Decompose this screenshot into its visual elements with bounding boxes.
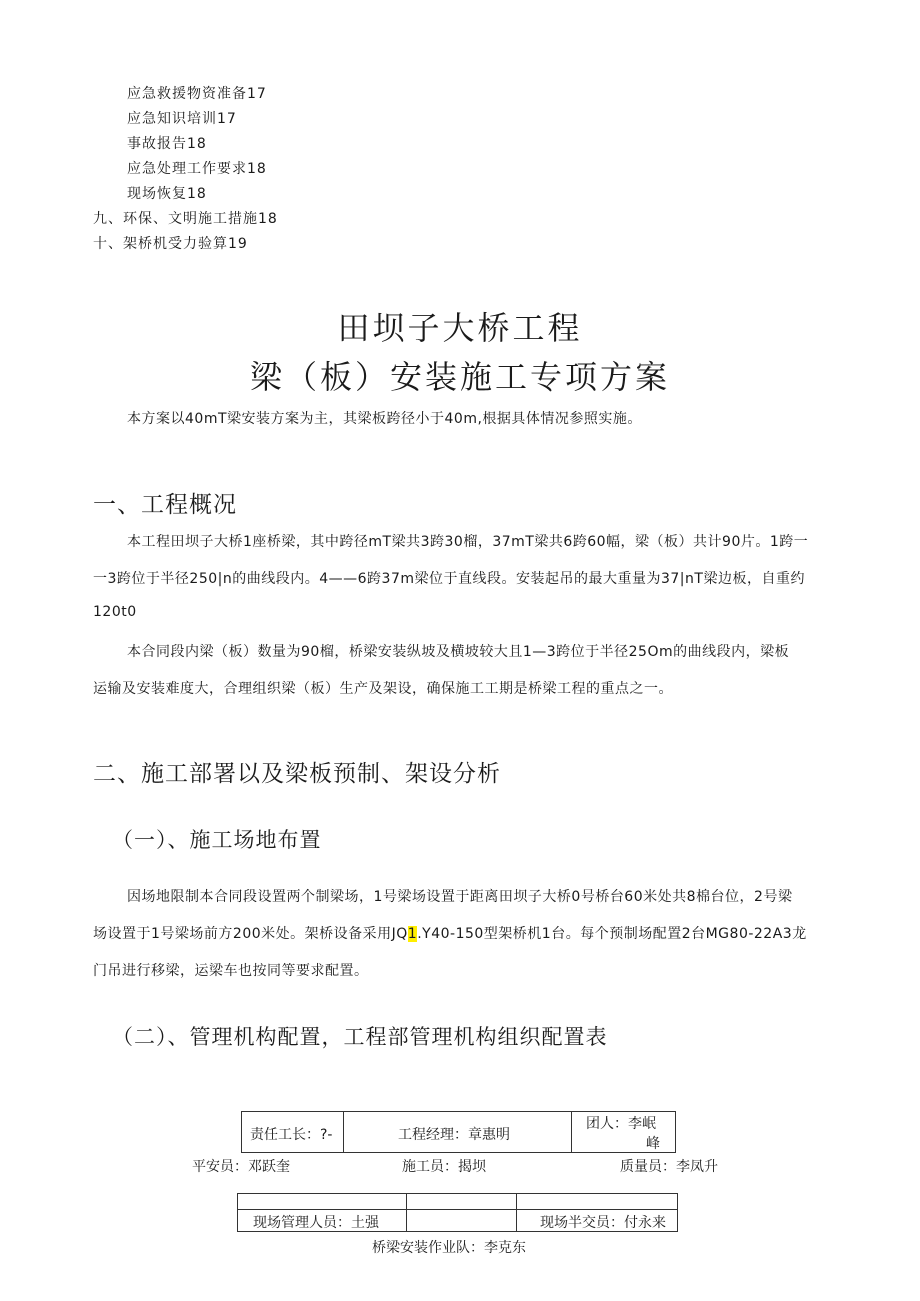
intro-text: 本方案以40mT梁安装方案为主，其梁板跨径小于40m,根据具体情况参照实施。 (127, 411, 642, 427)
org-project-manager: 工程经理：章惠明 (398, 1127, 510, 1143)
toc-item: 现场恢复18 (127, 186, 207, 202)
subsection2-heading: （二）、管理机构配置，工程部管理机构组织配置表 (112, 1025, 608, 1049)
document-title-line1: 田坝子大桥工程 (337, 309, 583, 347)
highlighted-text: 1 (407, 926, 418, 942)
org-safety-officer: 平安员：邓跃奎 (192, 1159, 290, 1175)
subsection1-line2-post: .Y40-150型架桥机1台。每个预制场配置2台MG80-22A3龙 (417, 926, 807, 942)
document-title-line2: 梁（板）安装施工专项方案 (249, 358, 670, 396)
org-divider (516, 1193, 517, 1232)
org-team-member-cont: 峰 (646, 1136, 660, 1152)
org-divider (343, 1111, 344, 1153)
org-responsible-foreman: 责任工长：?- (250, 1127, 333, 1143)
toc-item: 十、架桥机受力验算19 (93, 236, 248, 252)
section1-heading: 一、工程概况 (93, 492, 237, 518)
org-installation-team: 桥梁安装作业队：李克东 (372, 1240, 526, 1256)
org-row-divider (237, 1209, 678, 1210)
subsection1-line1: 因场地限制本合同段设置两个制梁场，1号梁场设置于距离田坝子大桥0号桥台60米处共8棉台位，2号梁 (127, 889, 793, 905)
toc-item: 应急知识培训17 (127, 111, 237, 127)
section2-heading: 二、施工部署以及梁板预制、架设分析 (93, 761, 501, 787)
toc-item: 九、环保、文明施工措施18 (93, 211, 278, 227)
subsection1-heading: （一）、施工场地布置 (112, 828, 322, 852)
org-site-manager: 现场管理人员：土强 (253, 1215, 379, 1231)
toc-item: 事故报告18 (127, 136, 207, 152)
org-site-handover: 现场半交员：付永来 (540, 1215, 666, 1231)
subsection1-line2 (93, 923, 807, 943)
section1-p1-line3: 120t0 (93, 604, 137, 620)
subsection1-line2-pre: 场设置于1号梁场前方200米处。架桥设备采用JQ (93, 926, 408, 942)
org-divider (571, 1111, 572, 1153)
section1-p1-line1: 本工程田坝子大桥1座桥梁，其中跨径mT梁共3跨30榴，37mT梁共6跨60幅，梁（板）共计90片。1跨一 (127, 534, 809, 550)
org-team-member: 团人：李岷 (586, 1116, 656, 1132)
org-quality-officer: 质量员：李凤升 (620, 1159, 718, 1175)
section1-p1-line2: 一3跨位于半径250|n的曲线段内。4——6跨37m梁位于直线段。安装起吊的最大重量为37|nT梁边板，自重约 (93, 571, 805, 587)
section1-p2-line2: 运输及安装难度大，合理组织梁（板）生产及架设，确保施工工期是桥梁工程的重点之一。 (93, 681, 673, 697)
section1-p2-line1: 本合同段内梁（板）数量为90榴，桥梁安装纵坡及横坡较大且1—3跨位于半径25Om的曲线段内，梁板 (127, 644, 790, 660)
org-construction-officer: 施工员：揭坝 (402, 1159, 486, 1175)
toc-item: 应急处理工作要求18 (127, 161, 267, 177)
subsection1-line3: 门吊进行移梁，运梁车也按同等要求配置。 (93, 963, 369, 979)
toc-item: 应急救援物资准备17 (127, 86, 267, 102)
org-divider (406, 1193, 407, 1232)
